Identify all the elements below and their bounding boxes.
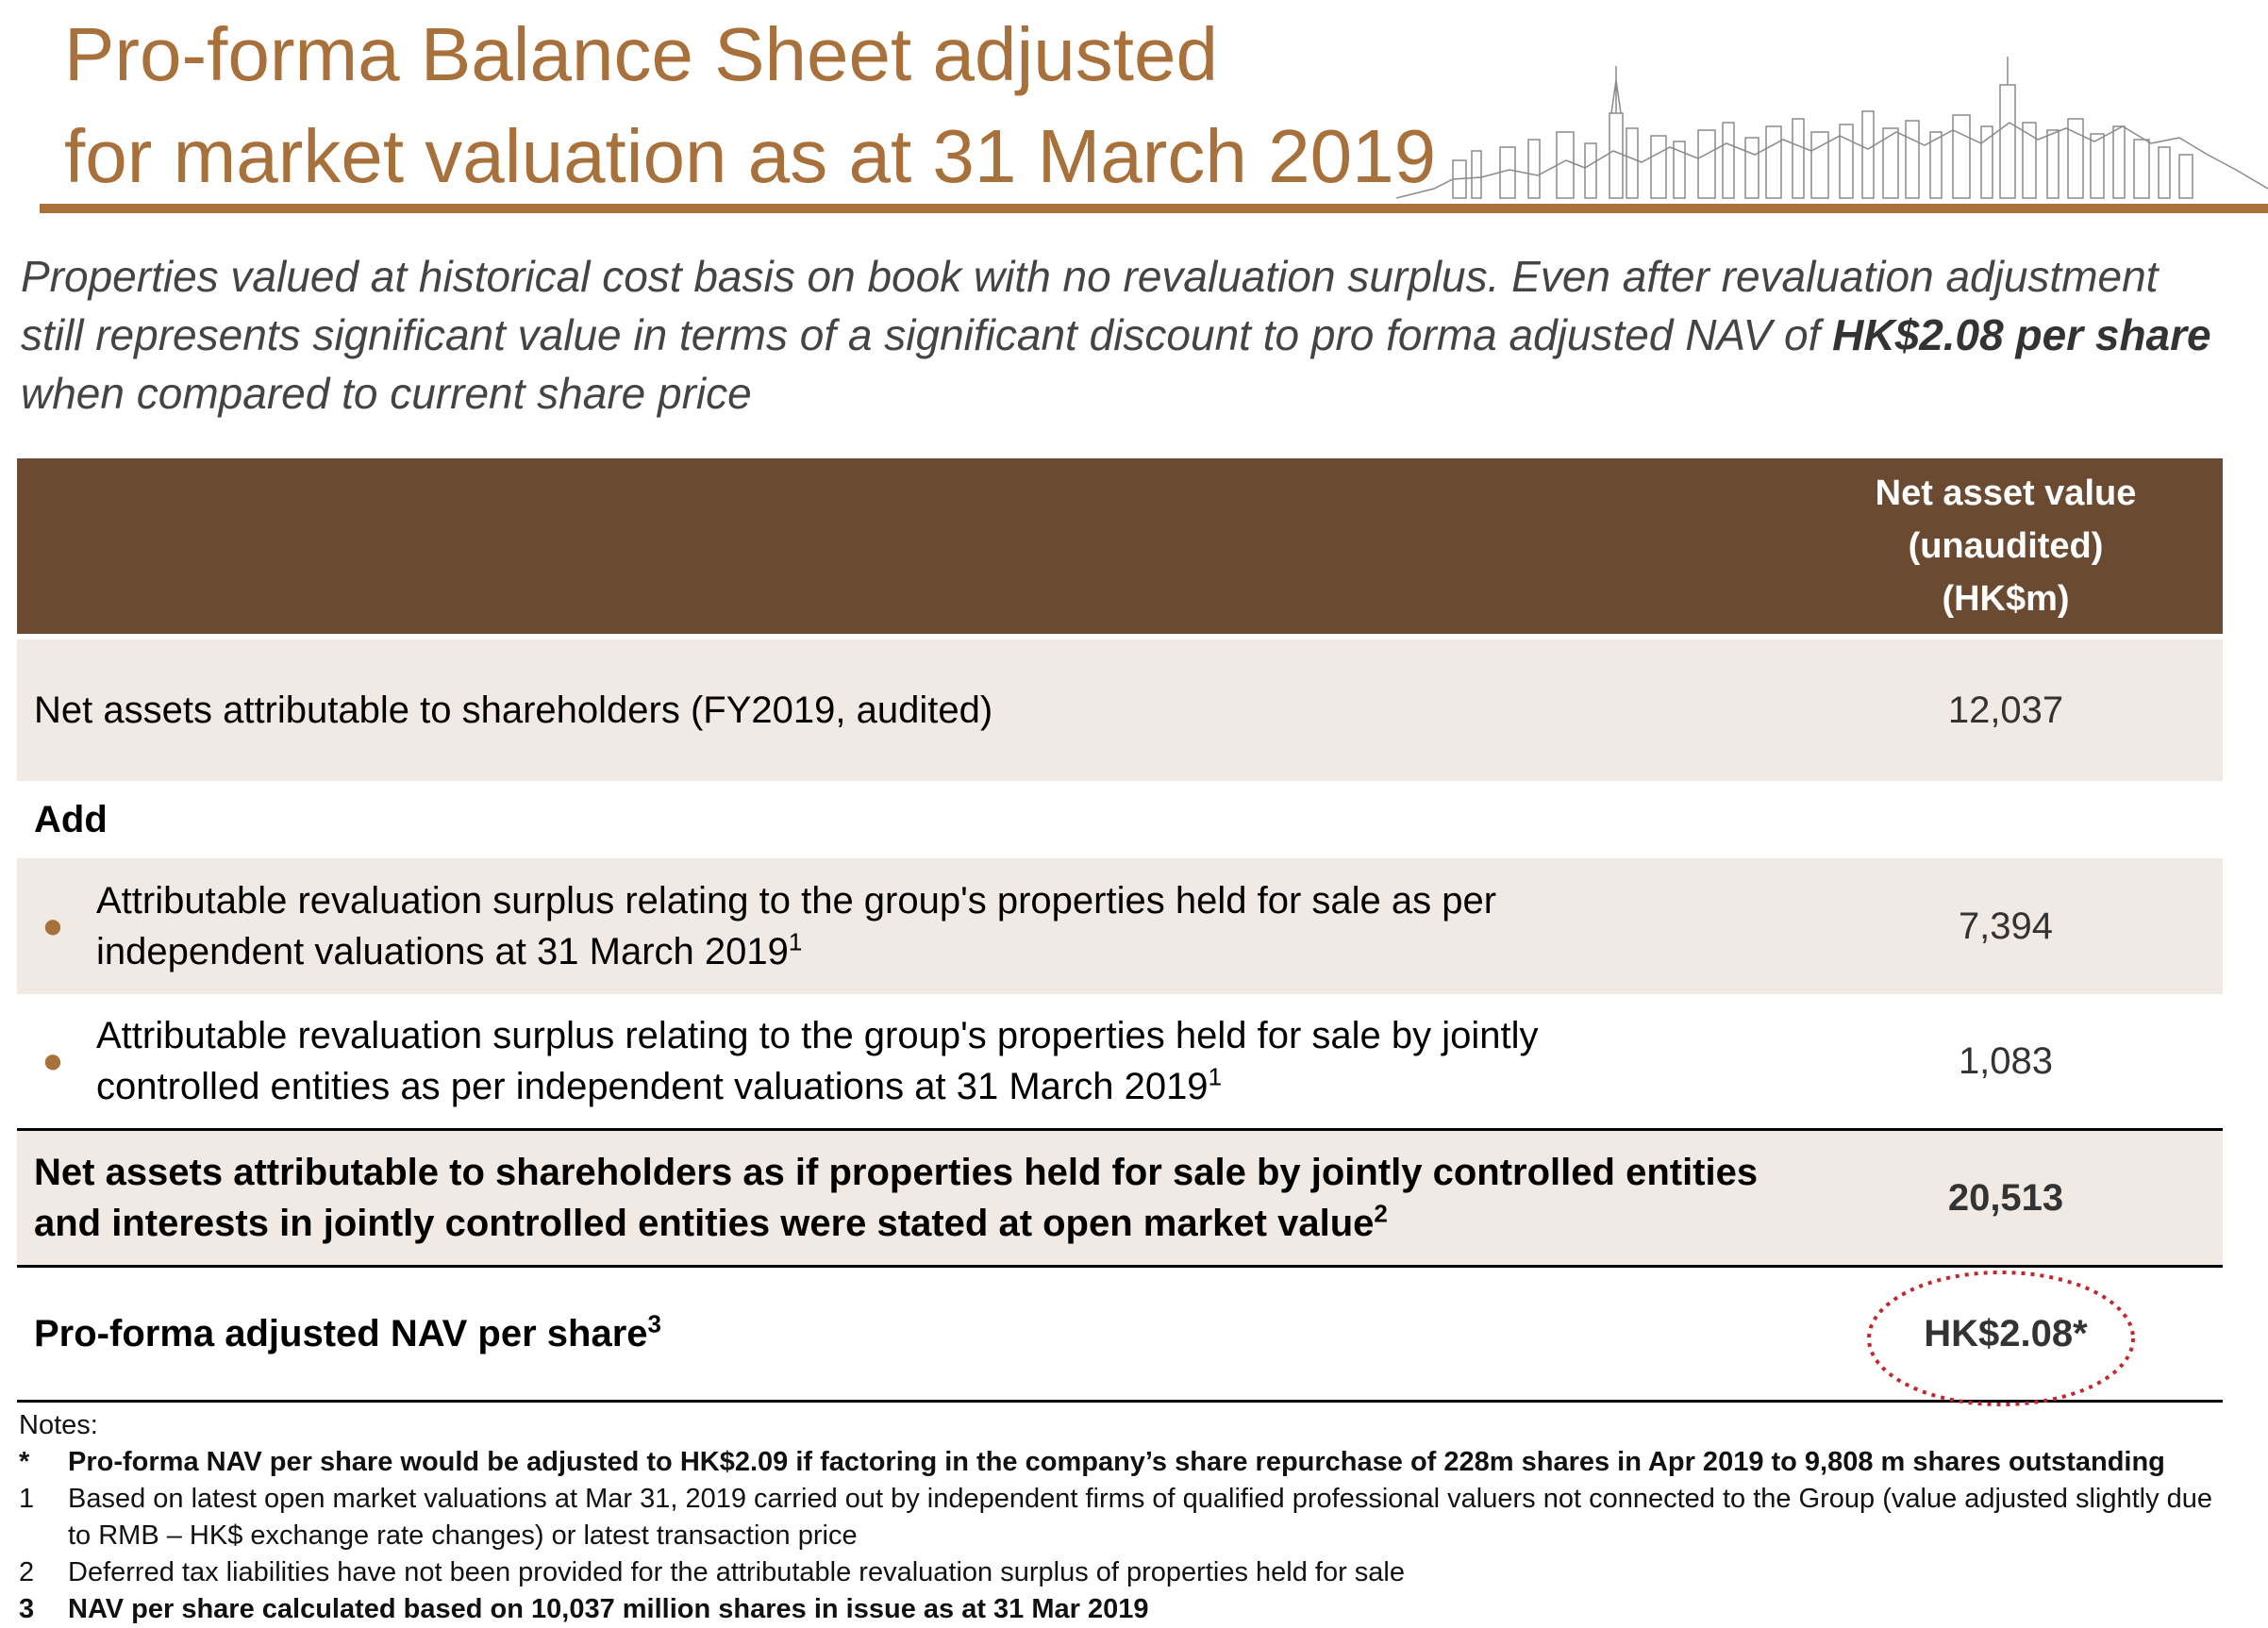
table-row-surplus-sale — [17, 858, 2223, 994]
row-label — [17, 1308, 1789, 1359]
nav-table — [17, 458, 2223, 1403]
header-line-3: (HK$m) — [1942, 579, 2070, 619]
intro-highlight: HK$2.08 per share — [1832, 310, 2211, 359]
row-label-line-2: independent valuations at 31 March 2019 — [96, 931, 789, 972]
row-label-text: Pro-forma adjusted NAV per share — [34, 1313, 648, 1354]
row-label — [17, 1147, 1789, 1249]
row-label-line-1: Net assets attributable to shareholders as if properties held for sale by jointly controlled entities — [34, 1152, 1759, 1193]
title-underline — [40, 204, 2268, 213]
note-marker: 1 — [19, 1484, 35, 1514]
note-item — [19, 1444, 2226, 1481]
slide-title — [64, 4, 1574, 208]
row-value: 1,083 — [1958, 1039, 2054, 1082]
note-text: Pro-forma NAV per share would be adjusted to HK$2.09 if factoring in the company’s share repurchase of 228m shares in Apr 2019 to 9,808 m shares outstanding — [68, 1447, 2165, 1477]
note-item — [19, 1554, 2226, 1591]
header-line-2: (unaudited) — [1908, 526, 2104, 566]
column-header-nav — [1789, 458, 2223, 634]
footnote-ref: 2 — [1374, 1199, 1388, 1228]
note-marker: 2 — [19, 1557, 35, 1587]
footnote-ref: 1 — [788, 927, 803, 956]
intro-paragraph — [21, 247, 2228, 423]
intro-text-1: Properties valued at historical cost basis on book with no revaluation surplus. Even after revaluation adjustment still represents significant value in terms of a significant discount to pro forma adjusted NAV of — [21, 252, 2159, 359]
header-line-1: Net asset value — [1875, 473, 2137, 513]
bullet-icon: ● — [42, 1040, 64, 1081]
row-value: 7,394 — [1958, 905, 2054, 947]
row-label-line-1: Attributable revaluation surplus relating to the group's properties held for sale by jointly — [96, 1015, 1539, 1056]
footnote-ref: 3 — [647, 1309, 661, 1338]
table-header — [17, 458, 2223, 634]
note-text: NAV per share calculated based on 10,037 million shares in issue as at 31 Mar 2019 — [68, 1594, 1149, 1624]
title-line-2: for market valuation as at 31 March 2019 — [64, 114, 1437, 198]
table-row-net-assets — [17, 640, 2223, 781]
row-value: 20,513 — [1947, 1176, 2064, 1219]
title-line-1: Pro-forma Balance Sheet adjusted — [64, 12, 1218, 96]
city-skyline-illustration — [1396, 57, 2268, 208]
note-item — [19, 1481, 2226, 1554]
row-label-line-2: and interests in jointly controlled entities were stated at open market value — [34, 1203, 1375, 1244]
note-text: Based on latest open market valuations at Mar 31, 2019 carried out by independent firms of qualified professional valuers not connected to the Group (value adjusted slightly due to RMB – HK$ exchange rate changes) or latest transaction price — [68, 1484, 2213, 1551]
notes-section — [19, 1407, 2226, 1628]
table-row-surplus-jce — [17, 994, 2223, 1128]
highlight-circle-icon — [1864, 1268, 2138, 1409]
footnote-ref: 1 — [1208, 1062, 1223, 1091]
table-row-nav-per-share — [17, 1265, 2223, 1403]
row-label-line-2: controlled entities as per independent valuations at 31 March 2019 — [96, 1066, 1209, 1107]
row-value: 12,037 — [1947, 689, 2064, 731]
note-marker: * — [19, 1447, 30, 1477]
row-label — [79, 875, 1789, 977]
row-label: Net assets attributable to shareholders (FY2019, audited) — [34, 689, 993, 731]
bullet-icon: ● — [42, 905, 64, 946]
intro-text-2: when compared to current share price — [21, 369, 752, 418]
note-marker: 3 — [19, 1594, 35, 1624]
note-text: Deferred tax liabilities have not been provided for the attributable revaluation surplus of properties held for sale — [68, 1557, 1405, 1587]
table-row-add — [17, 781, 2223, 858]
note-item — [19, 1591, 2226, 1628]
table-row-net-assets-market — [17, 1128, 2223, 1265]
row-label — [79, 1010, 1789, 1112]
row-label-line-1: Attributable revaluation surplus relating to the group's properties held for sale as per — [96, 880, 1497, 922]
row-value: HK$2.08* — [1924, 1312, 2088, 1354]
notes-heading: Notes: — [19, 1410, 98, 1440]
row-label-add: Add — [34, 799, 108, 840]
